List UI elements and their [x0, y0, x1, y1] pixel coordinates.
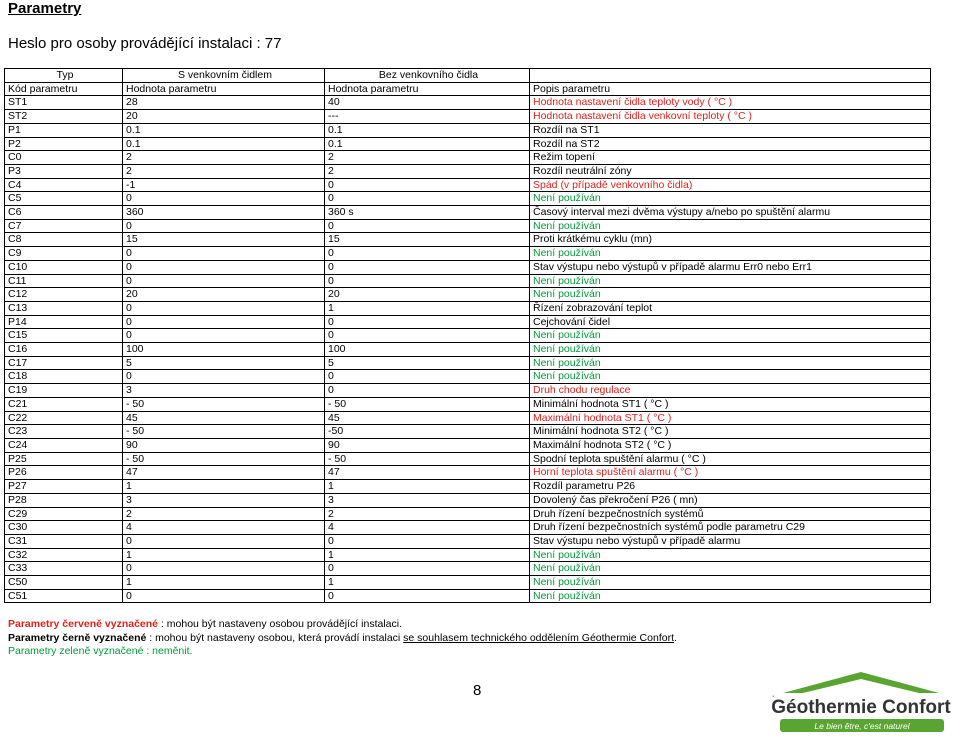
table-row: [5, 233, 931, 247]
param-code: C19: [5, 384, 123, 398]
table-row: [5, 151, 931, 165]
table-row: [5, 343, 931, 357]
value-without-sensor: 1: [325, 480, 530, 494]
table-row: [5, 370, 931, 384]
column-header-code: Kód parametru: [5, 82, 123, 96]
table-row: [5, 411, 931, 425]
param-description: Stav výstupu nebo výstupů v případě alarmu: [530, 534, 931, 548]
table-row: [5, 384, 931, 398]
empty-header: [530, 69, 931, 83]
value-with-sensor: 1: [123, 576, 325, 590]
table-row: [5, 137, 931, 151]
value-without-sensor: 0: [325, 260, 530, 274]
value-without-sensor: 20: [325, 288, 530, 302]
value-with-sensor: 0: [123, 260, 325, 274]
param-code: C0: [5, 151, 123, 165]
page-number: 8: [473, 682, 482, 699]
param-description: Dovolený čas překročení P26 ( mn): [530, 493, 931, 507]
value-without-sensor: 0: [325, 315, 530, 329]
value-without-sensor: 3: [325, 493, 530, 507]
value-without-sensor: 0: [325, 192, 530, 206]
param-description: Není používán: [530, 288, 931, 302]
param-description: Není používán: [530, 589, 931, 603]
param-description: Horní teplota spuštění alarmu ( °C ): [530, 466, 931, 480]
type-header: Typ: [5, 69, 123, 83]
param-code: C32: [5, 548, 123, 562]
value-with-sensor: 2: [123, 164, 325, 178]
value-with-sensor: 0: [123, 219, 325, 233]
legend-black-end: .: [674, 631, 677, 644]
param-description: Časový interval mezi dvěma výstupy a/nebo po spuštění alarmu: [530, 206, 931, 220]
legend-black-label: Parametry černě vyznačené: [8, 631, 147, 644]
value-with-sensor: 0.1: [123, 123, 325, 137]
param-description: Není používán: [530, 370, 931, 384]
value-without-sensor: 0: [325, 274, 530, 288]
geothermie-confort-logo: [766, 666, 956, 734]
value-without-sensor: 1: [325, 301, 530, 315]
installer-password-line: Heslo pro osoby provádějící instalaci : 77: [8, 35, 282, 52]
value-with-sensor: 0: [123, 589, 325, 603]
value-with-sensor: 0: [123, 370, 325, 384]
legend-red-text: : mohou být nastaveny osobou provádějící instalaci.: [158, 618, 402, 630]
param-code: C50: [5, 576, 123, 590]
param-code: C33: [5, 562, 123, 576]
value-with-sensor: - 50: [123, 452, 325, 466]
value-without-sensor: ---: [325, 110, 530, 124]
table-row: [5, 438, 931, 452]
value-without-sensor: 2: [325, 507, 530, 521]
with-sensor-header: S venkovním čidlem: [123, 69, 325, 83]
param-code: ST2: [5, 110, 123, 124]
value-with-sensor: 0.1: [123, 137, 325, 151]
value-without-sensor: 0: [325, 219, 530, 233]
param-description: Není používán: [530, 576, 931, 590]
value-without-sensor: 0.1: [325, 123, 530, 137]
legend-black-text: : mohou být nastaveny osobou, která provádí instalaci: [146, 631, 404, 644]
value-with-sensor: 1: [123, 548, 325, 562]
param-code: P28: [5, 493, 123, 507]
param-description: Maximální hodnota ST1 ( °C ): [530, 411, 931, 425]
value-without-sensor: 0.1: [325, 137, 530, 151]
table-row: [5, 123, 931, 137]
param-code: C18: [5, 370, 123, 384]
table-row: [5, 493, 931, 507]
legend-black-line: [8, 632, 677, 646]
legend-red-label: Parametry červeně vyznačené: [8, 618, 159, 630]
value-with-sensor: 20: [123, 288, 325, 302]
value-with-sensor: 0: [123, 247, 325, 261]
table-type-header-row: [5, 69, 931, 83]
param-code: C4: [5, 178, 123, 192]
param-code: C24: [5, 438, 123, 452]
table-row: [5, 356, 931, 370]
value-without-sensor: 4: [325, 521, 530, 535]
value-with-sensor: 4: [123, 521, 325, 535]
param-code: C10: [5, 260, 123, 274]
param-description: Stav výstupu nebo výstupů v případě alarmu Err0 nebo Err1: [530, 260, 931, 274]
param-description: Není používán: [530, 548, 931, 562]
param-code: C31: [5, 534, 123, 548]
param-code: P26: [5, 466, 123, 480]
param-description: Rozdíl parametru P26: [530, 480, 931, 494]
param-code: C21: [5, 397, 123, 411]
table-row: [5, 576, 931, 590]
table-row: [5, 466, 931, 480]
value-without-sensor: 0: [325, 247, 530, 261]
value-without-sensor: 0: [325, 562, 530, 576]
param-code: C11: [5, 274, 123, 288]
param-description: Není používán: [530, 356, 931, 370]
value-with-sensor: -1: [123, 178, 325, 192]
param-code: C7: [5, 219, 123, 233]
param-code: C22: [5, 411, 123, 425]
table-row: [5, 96, 931, 110]
value-with-sensor: 0: [123, 192, 325, 206]
param-description: Minimální hodnota ST2 ( °C ): [530, 425, 931, 439]
param-code: C29: [5, 507, 123, 521]
param-code: C9: [5, 247, 123, 261]
param-code: P14: [5, 315, 123, 329]
value-without-sensor: 0: [325, 370, 530, 384]
table-row: [5, 274, 931, 288]
param-description: Hodnota nastavení čidla venkovní teploty ( °C ): [530, 110, 931, 124]
table-row: [5, 110, 931, 124]
table-row: [5, 315, 931, 329]
value-with-sensor: 2: [123, 151, 325, 165]
value-without-sensor: 360 s: [325, 206, 530, 220]
param-description: Druh řízení bezpečnostních systémů podle parametru C29: [530, 521, 931, 535]
table-row: [5, 521, 931, 535]
param-description: Rozdíl neutrální zóny: [530, 164, 931, 178]
logo-brand-text: Géothermie Confort: [771, 697, 951, 718]
table-row: [5, 589, 931, 603]
without-sensor-header: Bez venkovního čidla: [325, 69, 530, 83]
value-without-sensor: -50: [325, 425, 530, 439]
table-row: [5, 329, 931, 343]
param-code: C30: [5, 521, 123, 535]
param-code: C23: [5, 425, 123, 439]
param-code: P25: [5, 452, 123, 466]
value-with-sensor: - 50: [123, 397, 325, 411]
param-description: Není používán: [530, 329, 931, 343]
value-with-sensor: 0: [123, 315, 325, 329]
value-with-sensor: 0: [123, 301, 325, 315]
value-without-sensor: 2: [325, 164, 530, 178]
value-with-sensor: 90: [123, 438, 325, 452]
param-description: Cejchování čidel: [530, 315, 931, 329]
value-without-sensor: 1: [325, 576, 530, 590]
param-code: C5: [5, 192, 123, 206]
param-description: Řízení zobrazování teplot: [530, 301, 931, 315]
value-with-sensor: 20: [123, 110, 325, 124]
column-header-value-without-sensor: Hodnota parametru: [325, 82, 530, 96]
param-code: C15: [5, 329, 123, 343]
value-without-sensor: 5: [325, 356, 530, 370]
param-description: Proti krátkému cyklu (mn): [530, 233, 931, 247]
value-without-sensor: 47: [325, 466, 530, 480]
table-row: [5, 260, 931, 274]
table-row: [5, 425, 931, 439]
table-row: [5, 192, 931, 206]
legend-red-line: [8, 618, 677, 632]
value-without-sensor: 0: [325, 534, 530, 548]
param-description: Není používán: [530, 274, 931, 288]
table-row: [5, 288, 931, 302]
value-with-sensor: 360: [123, 206, 325, 220]
value-without-sensor: 0: [325, 589, 530, 603]
value-with-sensor: 0: [123, 534, 325, 548]
table-row: [5, 480, 931, 494]
value-with-sensor: 0: [123, 329, 325, 343]
param-description: Režim topení: [530, 151, 931, 165]
table-row: [5, 247, 931, 261]
column-header-value-with-sensor: Hodnota parametru: [123, 82, 325, 96]
logo-tagline-text: Le bien être, c'est naturel: [814, 721, 910, 731]
value-without-sensor: 45: [325, 411, 530, 425]
param-description: Druh řízení bezpečnostních systémů: [530, 507, 931, 521]
value-without-sensor: 0: [325, 384, 530, 398]
value-without-sensor: - 50: [325, 397, 530, 411]
param-description: Spodní teplota spuštění alarmu ( °C ): [530, 452, 931, 466]
color-legend: [8, 618, 677, 659]
param-code: C17: [5, 356, 123, 370]
table-row: [5, 219, 931, 233]
param-code: C8: [5, 233, 123, 247]
table-row: [5, 164, 931, 178]
value-with-sensor: 5: [123, 356, 325, 370]
value-without-sensor: 15: [325, 233, 530, 247]
value-with-sensor: 28: [123, 96, 325, 110]
param-description: Není používán: [530, 247, 931, 261]
param-description: Rozdíl na ST2: [530, 137, 931, 151]
value-with-sensor: 3: [123, 493, 325, 507]
value-with-sensor: 1: [123, 480, 325, 494]
param-code: C12: [5, 288, 123, 302]
value-without-sensor: 100: [325, 343, 530, 357]
param-description: Není používán: [530, 562, 931, 576]
value-with-sensor: - 50: [123, 425, 325, 439]
value-without-sensor: - 50: [325, 452, 530, 466]
table-row: [5, 562, 931, 576]
value-with-sensor: 0: [123, 274, 325, 288]
parameters-table: [4, 68, 931, 603]
param-description: Není používán: [530, 192, 931, 206]
value-without-sensor: 90: [325, 438, 530, 452]
table-row: [5, 548, 931, 562]
value-without-sensor: 2: [325, 151, 530, 165]
value-with-sensor: 45: [123, 411, 325, 425]
param-description: Není používán: [530, 343, 931, 357]
param-code: ST1: [5, 96, 123, 110]
table-row: [5, 507, 931, 521]
value-with-sensor: 2: [123, 507, 325, 521]
table-row: [5, 452, 931, 466]
value-with-sensor: 47: [123, 466, 325, 480]
value-without-sensor: 1: [325, 548, 530, 562]
table-column-header-row: [5, 82, 931, 96]
param-code: P2: [5, 137, 123, 151]
table-row: [5, 206, 931, 220]
param-code: P1: [5, 123, 123, 137]
param-code: P27: [5, 480, 123, 494]
table-row: [5, 397, 931, 411]
table-row: [5, 301, 931, 315]
page-title: Parametry: [8, 0, 82, 17]
column-header-description: Popis parametru: [530, 82, 931, 96]
param-code: C51: [5, 589, 123, 603]
param-description: Druh chodu regulace: [530, 384, 931, 398]
param-code: C6: [5, 206, 123, 220]
table-row: [5, 178, 931, 192]
param-description: Maximální hodnota ST2 ( °C ): [530, 438, 931, 452]
param-code: C16: [5, 343, 123, 357]
param-code: C13: [5, 301, 123, 315]
param-description: Spád (v případě venkovního čidla): [530, 178, 931, 192]
param-description: Rozdíl na ST1: [530, 123, 931, 137]
legend-black-underlined: se souhlasem technického oddělením Géothermie Confort: [403, 631, 674, 644]
param-description: Hodnota nastavení čidla teploty vody ( °C ): [530, 96, 931, 110]
value-without-sensor: 0: [325, 178, 530, 192]
value-without-sensor: 40: [325, 96, 530, 110]
value-with-sensor: 0: [123, 562, 325, 576]
value-with-sensor: 3: [123, 384, 325, 398]
value-with-sensor: 100: [123, 343, 325, 357]
table-row: [5, 534, 931, 548]
param-description: Není používán: [530, 219, 931, 233]
param-code: P3: [5, 164, 123, 178]
value-without-sensor: 0: [325, 329, 530, 343]
value-with-sensor: 15: [123, 233, 325, 247]
param-description: Minimální hodnota ST1 ( °C ): [530, 397, 931, 411]
legend-green-line: Parametry zeleně vyznačené : neměnit.: [8, 645, 193, 657]
